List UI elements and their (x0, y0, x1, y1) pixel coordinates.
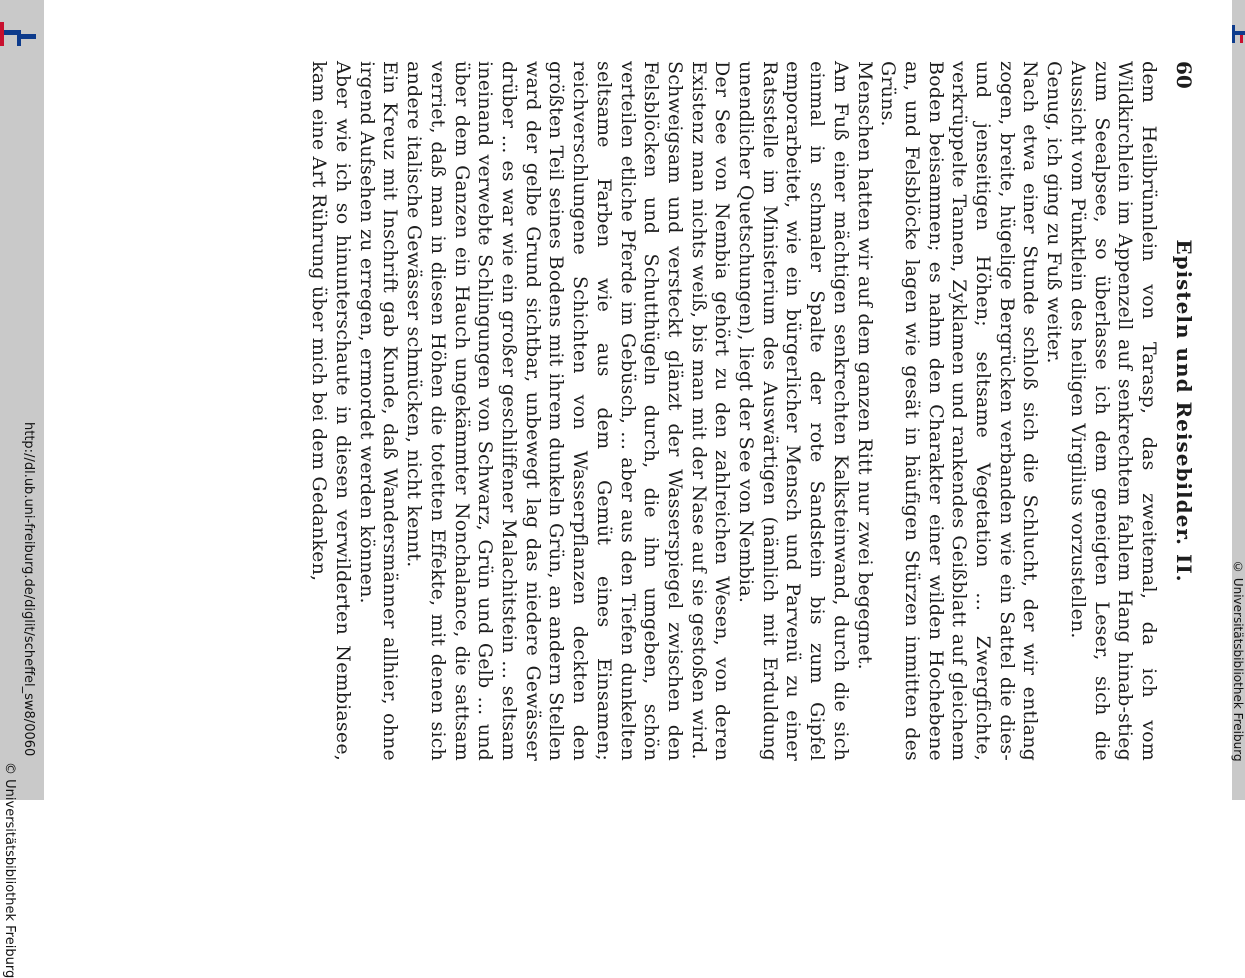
document-url[interactable]: http://dl.ub.uni-freiburg.de/diglit/scheffel_sw8/0060 (21, 422, 36, 757)
left-logo-icon (0, 22, 36, 46)
page-header (1170, 61, 1196, 761)
scanned-page (146, 46, 1206, 776)
page-number: 60 (1172, 61, 1196, 89)
right-copyright-notice: © Universitätsbibliothek Freiburg (1231, 560, 1245, 762)
running-title: Episteln und Reisebilder. II. (1172, 239, 1196, 583)
copyright-notice: © Universitätsbibliothek Freiburg (2, 762, 17, 978)
right-logo-icon (1232, 25, 1245, 43)
rotated-page-content (156, 61, 1196, 761)
page-body-text: dem Heilbrünnlein von Tarasp, das zweitemal, da ich vom Wildkirchlein im Appenzell auf senkrechtem fahlem Hang hinab-stieg zum Seealpsee, so überlasse ich dem geneigten Leser, sich die Aussicht vom Pünktlein des heiligen Virgilius vorzustellen. Genug, ich ging zu Fuß weiter. Nach etwa einer Stunde schloß sich die Schlucht, der wir entlang zogen, breite, hügelige Bergrücken verbanden wie ein Sattel die dies- und jenseitigen Höhen; seltsame Vegetation ... Zwergfichte, verkrüppelte Tannen, Zyklamen und rankendes Geißblatt auf gleichem Boden beisammen; es nahm den Charakter einer wilden Hochebene an, und Felsblöcke lagen wie gesät in häufigen Stürzen inmitten des Grüns. Menschen hatten wir auf dem ganzen Ritt nur zwei begegnet. Am Fuß einer mächtigen senkrechten Kalksteinwand, durch die sich einmal in schmaler Spalte der rote Sandstein bis zum Gipfel emporarbeitet, wie ein bürgerlicher Mensch und Parvenü zu einer Ratsstelle im Ministerium des Auswärtigen (nämlich mit Erduldung unendlicher Quetschungen), liegt der See von Nembia. Der See von Nembia gehört zu den zahlreichen Wesen, von deren Existenz man nichts weiß, bis man mit der Nase auf sie gestoßen wird. Schweigsam und versteckt glänzt der Wasserspiegel zwischen den Felsblöcken und Schutthügeln durch, die ihn umgeben, schön verteilen etliche Pferde im Gebüsch, ... aber aus den Tiefen dunkelten seltsame Farben wie aus dem Gemüt eines Einsamen; reichverschlungene Schichten von Wasserpflanzen deckten den größten Teil seines Bodens mit ihrem dunkeln Grün, an andern Stellen ward der gelbe Grund sichtbar, unbewegt lag das niedere Gewässer drüber ... es war wie ein großer geschliffener Malachitstein ... seltsam ineinand verwebte Schlingungen von Schwarz, Grün und Gelb ... und über dem Ganzen ein Hauch ungekämmter Nonchalance, die sattsam verriet, daß man in diesen Höhen die totetten Effekte, mit denen sich andere italische Gewässer schmücken, nicht kennt. Ein Kreuz mit Inschrift gab Kunde, daß Wandersmänner allhier, ohne irgend Aufsehen zu erregen, ermordet werden können. Aber wie ich so hinunterschaute in diesen verwilderten Nembiasee, kam eine Art Rührung über mich bei dem Gedanken, (308, 61, 1160, 761)
